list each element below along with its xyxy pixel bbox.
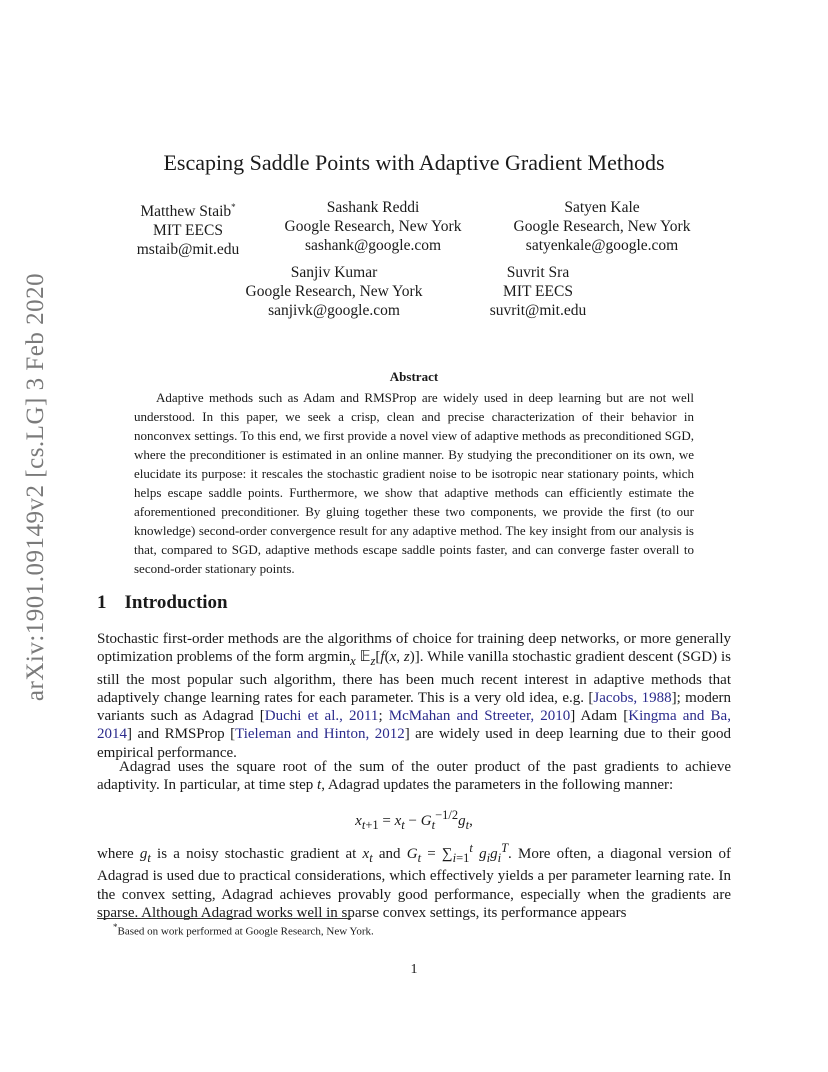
- footnote-text: Based on work performed at Google Research, New York.: [117, 925, 374, 938]
- arxiv-identifier: [18, 272, 54, 702]
- author-affiliation: MIT EECS: [153, 222, 223, 240]
- section-number: 1: [97, 592, 107, 613]
- author-affiliation: Google Research, New York: [245, 283, 423, 300]
- update-equation: $x_{t+1} = x_t - G_t^{-1/2}g_t$,: [355, 808, 473, 832]
- footnote-mark: *: [113, 922, 118, 932]
- intro-paragraph-3: where $g_t$ is a noisy stochastic gradient at $x_t$ and $G_t = \sum_{i=1}^t$ $g_ig_i^T$. More often, a diagonal version of Adagrad is used due to practical considerations, which effectively yields a per parameter learning rate. In the convex setting, Adagrad achieves provably good performance, especially when the gradients are sparse. Although Adagrad works well in sparse convex settings, its performance appears: [97, 841, 731, 921]
- citation-link[interactable]: Jacobs, 1988: [593, 689, 672, 706]
- abstract-heading: Abstract: [389, 369, 439, 384]
- citation-link[interactable]: Kingma and Ba, 2014: [97, 708, 731, 743]
- author-email: mstaib@mit.edu: [136, 241, 240, 259]
- author-affiliation: MIT EECS: [503, 283, 573, 300]
- footnote: [113, 922, 374, 938]
- section-title: Introduction: [124, 592, 228, 613]
- citation-link[interactable]: Tieleman and Hinton, 2012: [235, 726, 405, 743]
- author-name: Satyen Kale: [564, 199, 640, 216]
- author-block-reddi: [285, 198, 462, 255]
- author-email: sashank@google.com: [304, 237, 442, 254]
- author-block-kale: [514, 198, 691, 255]
- footnote-divider: [97, 918, 351, 919]
- citation-link[interactable]: Duchi et al., 2011: [264, 708, 379, 725]
- author-name: Suvrit Sra: [506, 264, 570, 281]
- author-email: satyenkale@google.com: [525, 237, 679, 254]
- author-name: Matthew Staib*: [140, 202, 236, 221]
- footnote-mark: *: [231, 202, 236, 212]
- citation-link[interactable]: McMahan and Streeter, 2010: [388, 708, 571, 725]
- author-block-sra: [490, 263, 587, 320]
- page-number: 1: [410, 962, 418, 977]
- author-name: Sashank Reddi: [326, 199, 420, 216]
- arxiv-identifier-text: arXiv:1901.09149v2 [cs.LG] 3 Feb 2020: [22, 272, 50, 702]
- intro-paragraph-2: Adagrad uses the square root of the sum of the outer product of the past gradients to achieve adaptivity. In particular, at time step t, Adagrad updates the parameters in the following manner:: [97, 759, 731, 794]
- author-email: suvrit@mit.edu: [489, 302, 587, 319]
- author-block-kumar: [246, 263, 423, 320]
- paper-title: Escaping Saddle Points with Adaptive Gradient Methods: [163, 150, 665, 175]
- author-block-staib: [137, 198, 240, 259]
- section-heading: [97, 592, 228, 614]
- intro-paragraph-1: Stochastic first-order methods are the algorithms of choice for training deep networks, or more generally optimization problems of the form argmin$_x$ 𝔼$_z$[f(x, z)]. While vanilla stochastic gradient descent (SGD) is still the most popular such algorithm, there has been much recent interest in adaptive methods that adaptively change learning rates for each parameter. This is a very old idea, e.g. [Jacobs, 1988]; modern variants such as Adagrad [Duchi et al., 2011; McMahan and Streeter, 2010] Adam [Kingma and Ba, 2014] and RMSProp [Tieleman and Hinton, 2012] are widely used in deep learning due to their good empirical performance.: [97, 631, 732, 761]
- author-affiliation: Google Research, New York: [513, 218, 691, 235]
- author-affiliation: Google Research, New York: [284, 218, 462, 235]
- abstract-text: Adaptive methods such as Adam and RMSProp are widely used in deep learning but are not well understood. In this paper, we seek a crisp, clean and precise characterization of their behavior in nonconvex settings. To this end, we first provide a novel view of adaptive methods as preconditioned SGD, where the preconditioner is estimated in an online manner. By studying the preconditioner on its own, we elucidate its purpose: it rescales the stochastic gradient noise to be isotropic near stationary points, which helps escape saddle points. Furthermore, we show that adaptive methods can efficiently estimate the aforementioned preconditioner. By gluing together these two components, we provide the first (to our knowledge) second-order convergence result for any adaptive method. The key insight from our analysis is that, compared to SGD, adaptive methods escape saddle points faster, and can converge faster overall to second-order stationary points.: [134, 390, 694, 576]
- author-name: Sanjiv Kumar: [290, 264, 378, 281]
- author-email: sanjivk@google.com: [268, 302, 400, 319]
